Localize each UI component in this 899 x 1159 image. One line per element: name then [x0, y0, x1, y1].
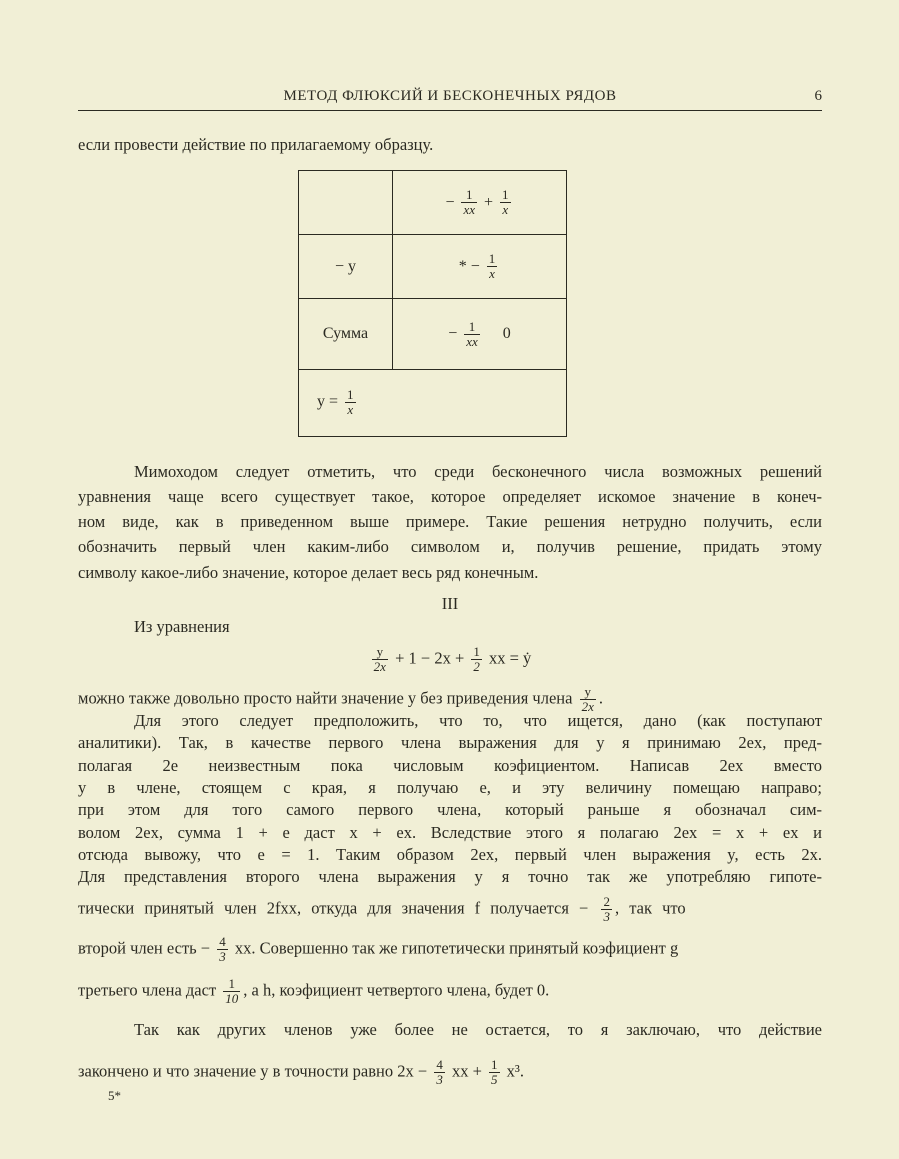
fraction-denominator: 3: [603, 909, 610, 924]
fraction-numerator: 4: [219, 934, 226, 949]
table-row: [299, 235, 566, 298]
paragraph-line: Из уравнения: [134, 617, 230, 636]
fraction-denominator: xx: [463, 202, 476, 217]
text-run: xx = ẏ: [484, 648, 532, 668]
fraction-denominator: 3: [436, 1072, 443, 1087]
fraction-numerator: 1: [491, 1057, 498, 1072]
fraction: [223, 977, 240, 1006]
text-run: закончено и что значение y в точности равно 2x −: [78, 1061, 432, 1081]
text-run: y =: [317, 393, 343, 410]
fraction-denominator: 5: [491, 1072, 498, 1087]
fraction: [464, 320, 480, 349]
fraction-denominator: x: [502, 202, 509, 217]
fraction-denominator: 2: [473, 659, 480, 674]
paragraph-line: обозначить первый член каким-либо символом и, получив решение, придать этому: [78, 537, 822, 556]
fraction-numerator: 1: [473, 644, 480, 659]
row-value: [393, 320, 566, 349]
fraction-denominator: x: [489, 266, 495, 281]
fraction: [372, 645, 388, 674]
fraction-numerator: 4: [436, 1057, 443, 1072]
fraction-numerator: 2: [603, 894, 610, 909]
paragraph-line: [78, 977, 822, 1006]
fraction: [461, 188, 477, 217]
fraction: [580, 685, 596, 714]
fraction-numerator: 1: [223, 977, 240, 992]
text-run: xx +: [447, 1061, 486, 1081]
fraction: [217, 935, 228, 964]
paragraph-line: Для представления второго члена выражения y я точно так же употребляю гипоте-: [78, 867, 822, 886]
fraction-denominator: 10: [225, 991, 239, 1006]
table-row: [299, 171, 566, 234]
text-run: * −: [458, 257, 484, 275]
text-run: −: [448, 325, 462, 342]
row-label: Сумма: [299, 299, 393, 369]
header-title: МЕТОД ФЛЮКСИЙ И БЕСКОНЕЧНЫХ РЯДОВ: [283, 88, 617, 104]
fraction-numerator: y: [372, 645, 388, 660]
fraction-denominator: x: [347, 401, 354, 417]
text-run: + 1 − 2x +: [390, 648, 469, 668]
fraction: [434, 1058, 445, 1087]
text-run: 0: [482, 325, 511, 342]
fraction-numerator: 1: [461, 188, 477, 203]
paragraph-line: [78, 1058, 822, 1087]
text-run: −: [445, 193, 459, 211]
paragraph-line: полагая 2e неизвестным пока числовым коэфициентом. Написав 2ex вместо: [78, 756, 822, 775]
text-run: xx. Совершенно так же гипотетически принятый коэфициент g: [230, 938, 679, 958]
fraction-denominator: 3: [219, 949, 226, 964]
running-header: [78, 88, 822, 111]
text-run: , а h, коэфициент четвертого члена, будет 0.: [243, 980, 550, 1000]
paragraph-line: при этом для того самого первого члена, который раньше я обозначал сим-: [78, 800, 822, 819]
paragraph-line: волом 2ex, сумма 1 + e даст x + ex. Вследствие этого я полагаю 2ex = x + ex и: [78, 823, 822, 842]
paragraph-line: Так как других членов уже более не остается, то я заключаю, что действие: [134, 1020, 822, 1039]
computation-table: [298, 170, 567, 437]
row-value: [393, 188, 566, 217]
text-run: , так что: [614, 898, 686, 918]
paragraph-line: аналитики). Так, в качестве первого члена выражения для y я принимаю 2ex, пред-: [78, 733, 822, 752]
fraction: [489, 1058, 500, 1087]
fraction-denominator: 2x: [373, 659, 386, 674]
paragraph-line: [78, 935, 822, 964]
paragraph-line: Мимоходом следует отметить, что среди бесконечного числа возможных решений: [134, 462, 822, 481]
signature-mark: 5*: [108, 1088, 121, 1103]
fraction-denominator: xx: [466, 333, 478, 349]
row-label: [299, 171, 393, 234]
fraction: [500, 188, 511, 217]
paragraph-line: [78, 895, 822, 924]
paragraph-line: отсюда вывожу, что e = 1. Таким образом 2ex, первый член выражения y, есть 2x.: [78, 845, 822, 864]
equation: [78, 645, 822, 674]
fraction-numerator: y: [580, 685, 596, 700]
intro-line: если провести действие по прилагаемому образцу.: [78, 135, 434, 154]
paragraph-line: символу какое-либо значение, которое делает весь ряд конечным.: [78, 563, 539, 582]
paragraph-line: y в члене, стоящем с края, я получаю e, и эту величину помещаю направо;: [78, 778, 822, 797]
row-value: [393, 252, 566, 281]
row-label: − y: [299, 235, 393, 298]
text-run: x³.: [502, 1061, 524, 1081]
fraction-numerator: 1: [488, 251, 496, 266]
section-number: III: [441, 594, 459, 613]
text-run: тически принятый член 2fxx, откуда для значения f получается −: [78, 898, 599, 918]
fraction: [487, 252, 498, 281]
fraction-numerator: 1: [347, 386, 354, 402]
table-row: [299, 299, 566, 369]
fraction: [345, 388, 356, 417]
paragraph-line: ном виде, как в приведенном выше примере. Такие решения нетрудно получить, если: [78, 512, 822, 531]
fraction-denominator: 2x: [581, 699, 594, 714]
text-run: .: [598, 688, 603, 708]
text-run: второй член есть −: [78, 938, 215, 958]
page-number: 6: [814, 88, 822, 104]
paragraph-line: Для этого следует предположить, что то, что ищется, дано (как поступают: [134, 711, 822, 730]
fraction-numerator: 1: [502, 187, 509, 202]
text-run: +: [480, 193, 498, 211]
fraction-numerator: 1: [464, 320, 480, 335]
fraction: [601, 895, 612, 924]
text-run: третьего члена даст: [78, 980, 221, 1000]
fraction: [471, 645, 482, 674]
table-row-result: [299, 370, 566, 434]
text-run: можно также довольно просто найти значение y без приведения члена: [78, 688, 577, 708]
paragraph-line: [78, 685, 822, 714]
paragraph-line: уравнения чаще всего существует такое, которое определяет искомое значение в конеч-: [78, 487, 822, 506]
